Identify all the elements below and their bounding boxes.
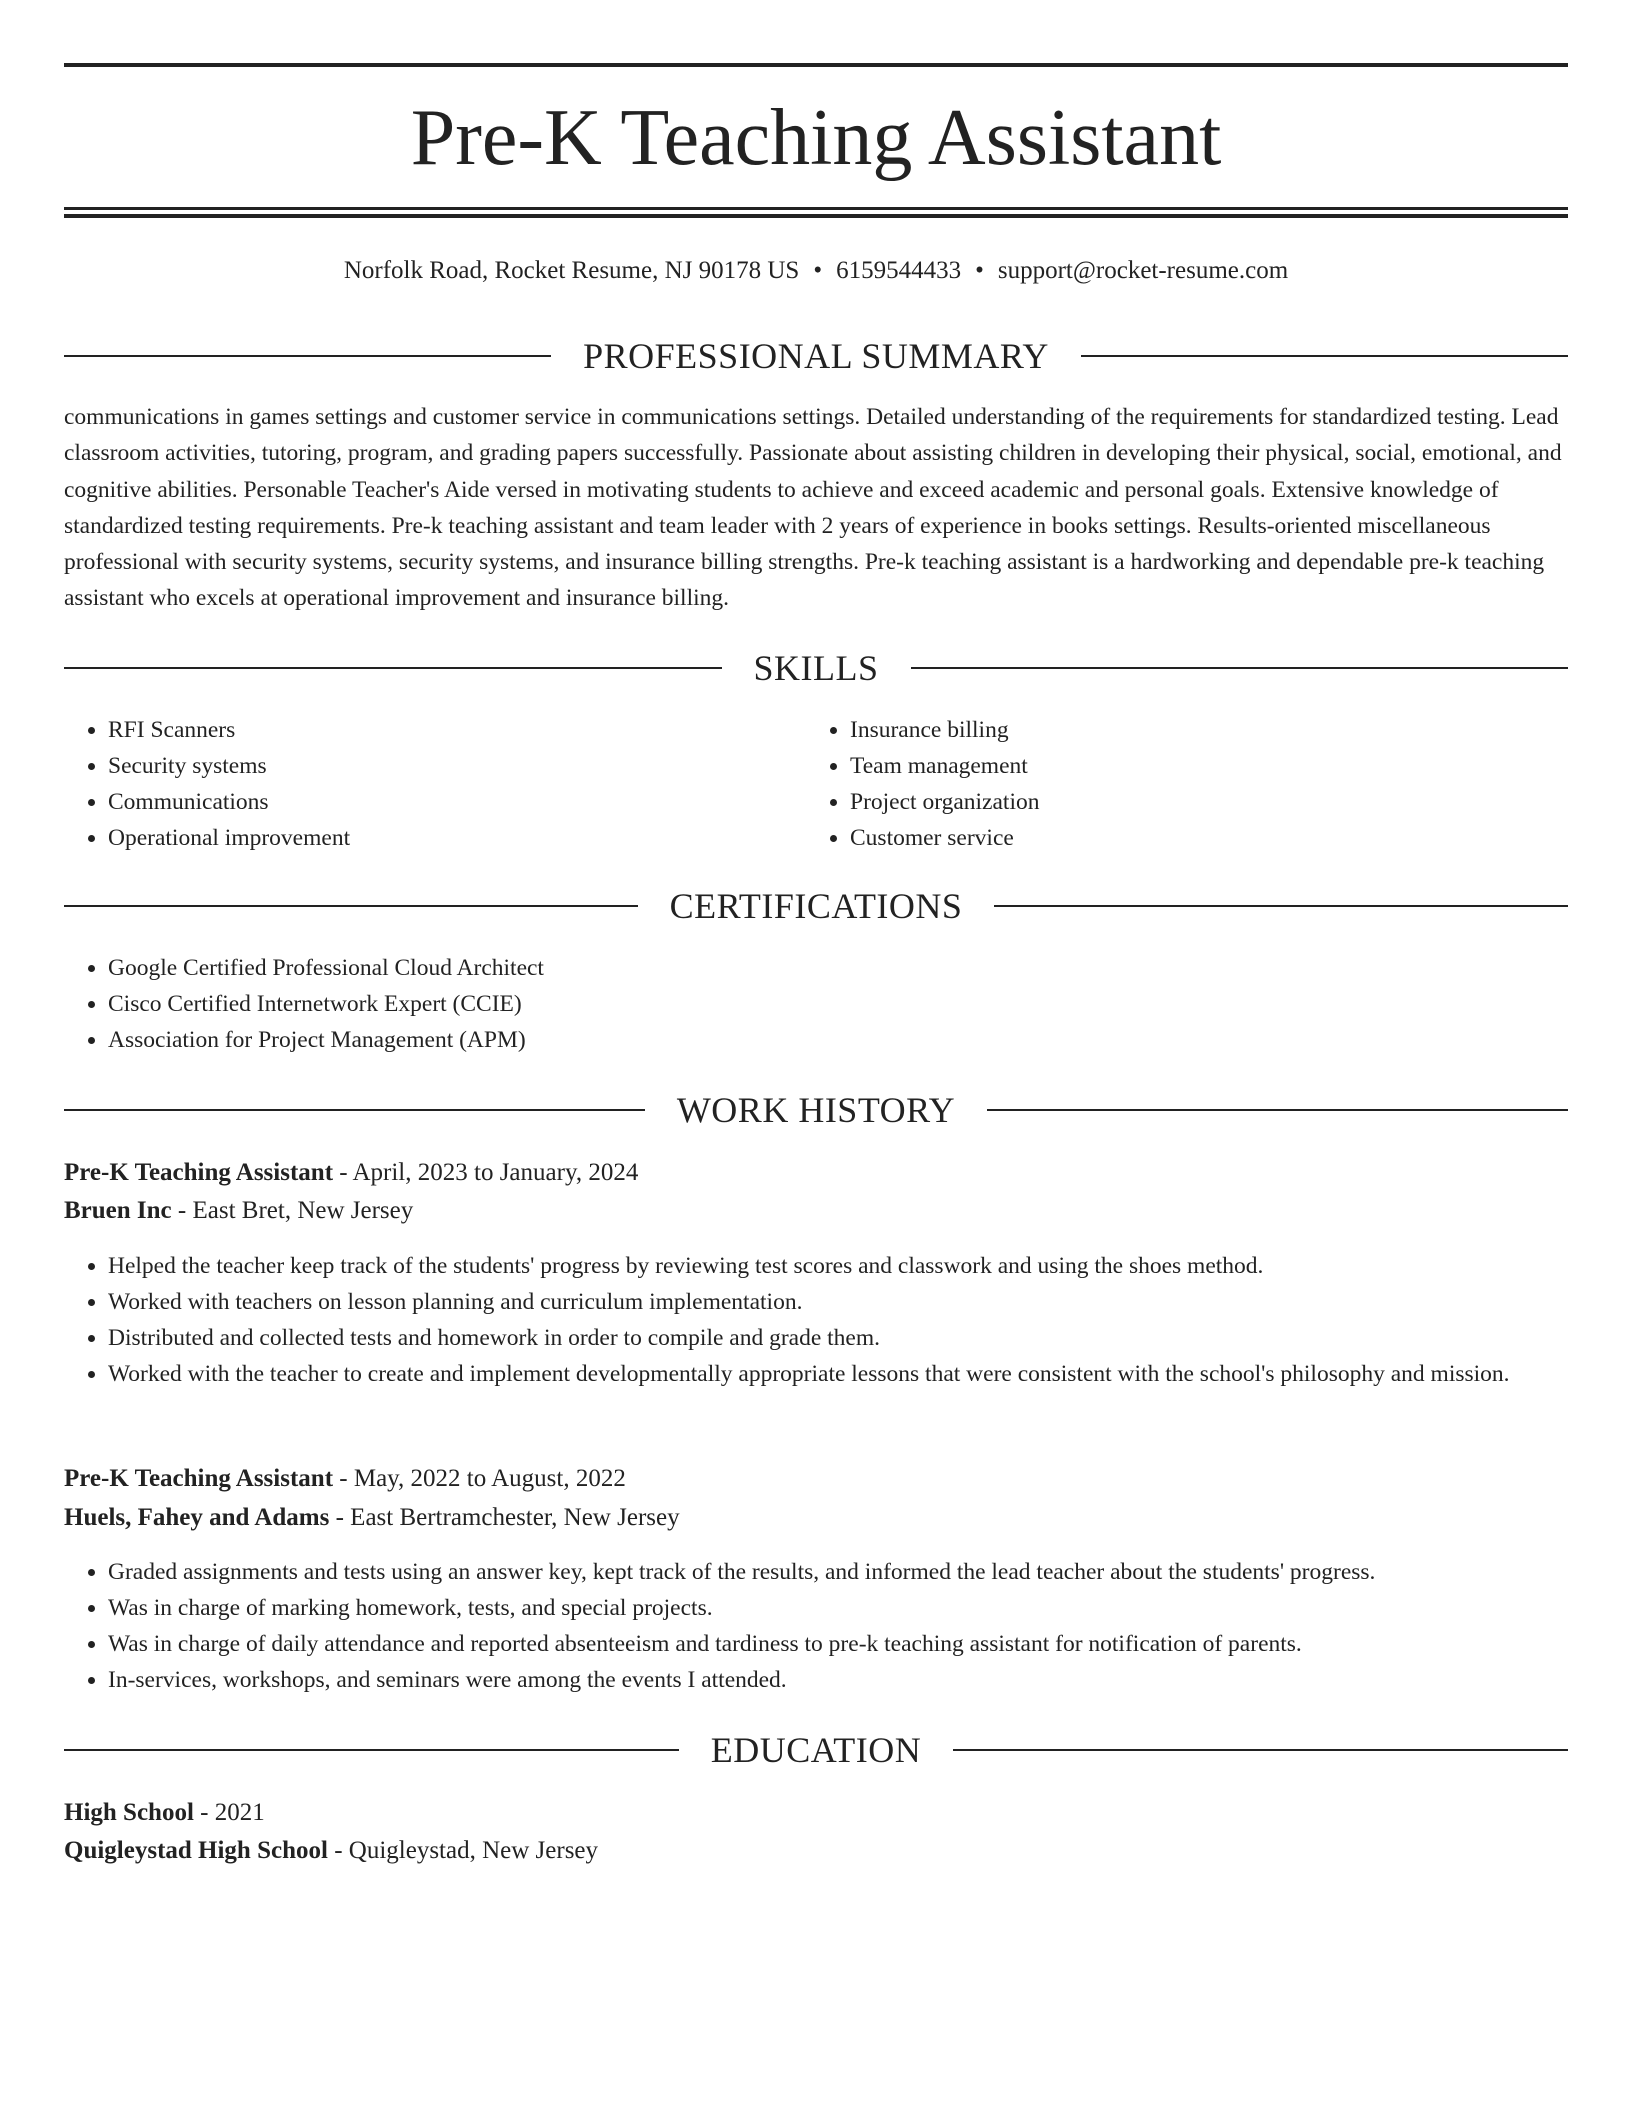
heading-rule xyxy=(64,355,551,357)
skills-left-column xyxy=(64,712,804,856)
job-title-line xyxy=(64,1461,1568,1497)
job-company: Bruen Inc xyxy=(64,1197,172,1224)
job-duty-item: • Worked with the teacher to create and implement developmentally appropriate lessons that were consistent with the school's philosophy and mission. xyxy=(108,1356,1568,1392)
education-degree-line xyxy=(64,1795,1568,1831)
summary-heading xyxy=(64,334,1568,378)
heading-rule xyxy=(64,667,722,669)
contact-email: support@rocket-resume.com xyxy=(997,257,1289,284)
job-location: - East Bertramchester, New Jersey xyxy=(329,1504,680,1531)
contact-address: Norfolk Road, Rocket Resume, NJ 90178 US xyxy=(343,257,800,284)
job-title-line xyxy=(64,1155,1568,1191)
job-role: Pre-K Teaching Assistant xyxy=(64,1159,334,1186)
job-location: - East Bret, New Jersey xyxy=(171,1197,414,1224)
job-role: Pre-K Teaching Assistant xyxy=(64,1465,334,1492)
job-duty-item: • Helped the teacher keep track of the students' progress by reviewing test scores and classwork and using the shoes method. xyxy=(108,1248,1568,1284)
education-year: - 2021 xyxy=(193,1799,265,1826)
education-heading xyxy=(64,1728,1568,1772)
resume-title: Pre-K Teaching Assistant xyxy=(410,94,1222,182)
certifications-heading-label: CERTIFICATIONS xyxy=(669,886,963,926)
skill-item: • Team management xyxy=(850,748,1546,784)
summary-text: communications in games settings and customer service in communications settings. Detailed understanding of the requirements for standardized testing. Lead classroom activities, tutoring, program, and grading papers successfully. Passionate about assisting children in developing their physical, social, emotional, and cognitive abilities. Personable Teacher's Aide versed in motivating students to achieve and exceed academic and personal goals. Extensive knowledge of standardized testing requirements. Pre-k teaching assistant and team leader with 2 years of experience in books settings. Results-oriented miscellaneous professional with security systems, security systems, and insurance billing strengths. Pre-k teaching assistant is a hardworking and dependable pre-k teaching assistant who excels at operational improvement and insurance billing. xyxy=(64,404,1562,612)
title-divider-upper xyxy=(64,207,1568,210)
job-duty-item: • Was in charge of marking homework, tests, and special projects. xyxy=(108,1590,1568,1626)
contact-separator: • xyxy=(813,257,823,284)
skill-item: • Project organization xyxy=(850,784,1546,820)
contact-separator: • xyxy=(975,257,984,284)
job-duties-list xyxy=(64,1248,1568,1392)
skill-item: • Communications xyxy=(108,784,804,820)
job-company: Huels, Fahey and Adams xyxy=(64,1504,330,1531)
job-duty-item: • Was in charge of daily attendance and reported absenteeism and tardiness to pre-k teaching assistant for notification of parents. xyxy=(108,1626,1568,1662)
education-degree: High School xyxy=(64,1799,194,1826)
certifications-heading xyxy=(64,884,1568,928)
heading-rule xyxy=(64,1109,645,1111)
contact-phone: 6159544433 xyxy=(836,257,962,284)
work-history-heading xyxy=(64,1088,1568,1132)
top-divider xyxy=(64,63,1568,67)
job-duty-item: • Graded assignments and tests using an answer key, kept track of the results, and informed the lead teacher about the students' progress. xyxy=(108,1554,1568,1590)
job-duty-item: • Worked with teachers on lesson planning and curriculum implementation. xyxy=(108,1284,1568,1320)
certification-item: • Google Certified Professional Cloud Architect xyxy=(108,950,1568,986)
job-dates: - May, 2022 to August, 2022 xyxy=(333,1465,626,1492)
skill-item: • Operational improvement xyxy=(108,820,804,856)
skill-item: • Insurance billing xyxy=(850,712,1546,748)
job-company-line xyxy=(64,1193,1568,1229)
title-divider-lower xyxy=(64,214,1568,218)
heading-rule xyxy=(911,667,1569,669)
heading-rule xyxy=(987,1109,1568,1111)
job-company-line xyxy=(64,1500,1568,1536)
heading-rule xyxy=(64,1749,679,1751)
job-duties-list xyxy=(64,1554,1568,1698)
heading-rule xyxy=(994,905,1568,907)
skills-right-column xyxy=(806,712,1546,856)
skill-item: • Customer service xyxy=(850,820,1546,856)
summary-heading-label: PROFESSIONAL SUMMARY xyxy=(583,336,1049,376)
education-school: Quigleystad High School xyxy=(64,1837,328,1864)
job-dates: - April, 2023 to January, 2024 xyxy=(333,1159,639,1186)
skill-item: • RFI Scanners xyxy=(108,712,804,748)
education-location: - Quigleystad, New Jersey xyxy=(327,1837,599,1864)
job-duty-item: • In-services, workshops, and seminars were among the events I attended. xyxy=(108,1662,1568,1698)
skill-item: • Security systems xyxy=(108,748,804,784)
heading-rule xyxy=(1081,355,1568,357)
work-history-heading-label: WORK HISTORY xyxy=(676,1090,956,1130)
education-heading-label: EDUCATION xyxy=(710,1730,922,1770)
education-school-line xyxy=(64,1833,1568,1869)
certification-item: • Cisco Certified Internetwork Expert (CCIE) xyxy=(108,986,1568,1022)
contact-line xyxy=(64,254,1568,288)
skills-heading xyxy=(64,646,1568,690)
heading-rule xyxy=(953,1749,1568,1751)
skills-heading-label: SKILLS xyxy=(753,648,879,688)
certification-item: • Association for Project Management (APM) xyxy=(108,1022,1568,1058)
job-duty-item: • Distributed and collected tests and homework in order to compile and grade them. xyxy=(108,1320,1568,1356)
certifications-list xyxy=(64,950,1568,1058)
heading-rule xyxy=(64,905,638,907)
